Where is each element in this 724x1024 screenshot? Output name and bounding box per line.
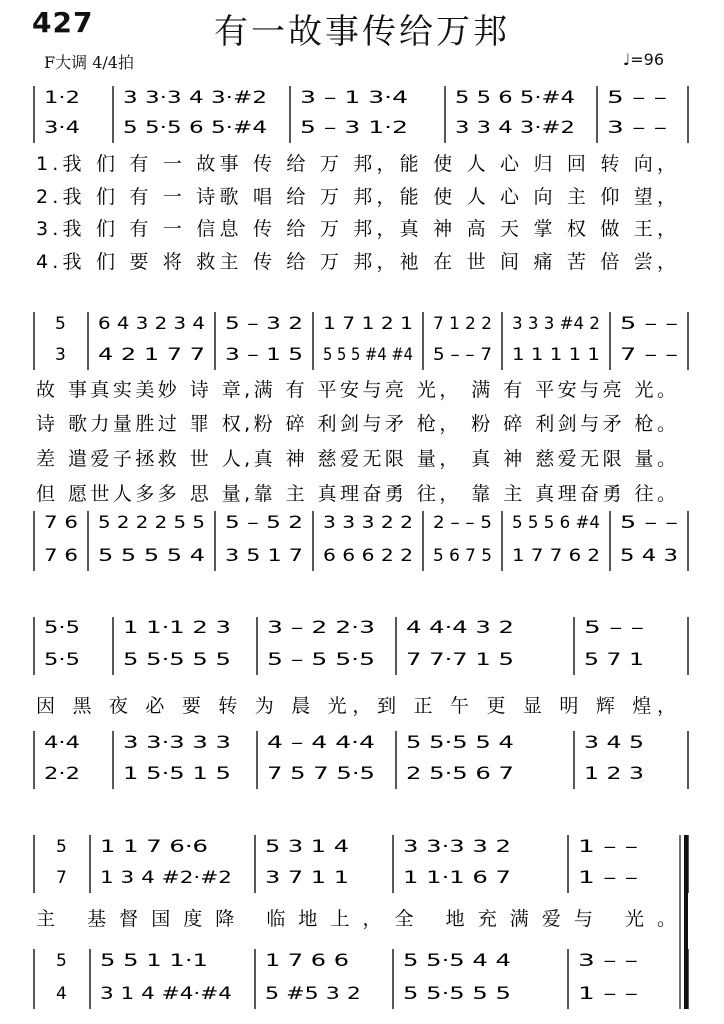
measure-notes: 5 4 3	[620, 546, 678, 566]
final-barline-thick	[684, 835, 688, 1009]
measure-notes: 3 – –	[578, 951, 638, 971]
measure-notes: 5 – 3 1·2	[300, 118, 408, 138]
lyric-line: 主 基督国度降 临地上，全 地充满爱与 光。	[36, 908, 676, 930]
measure-notes: 7 5 7 5·5	[267, 764, 375, 784]
measure-notes: 5·5	[44, 650, 80, 670]
measure-notes: 7 6	[44, 513, 78, 533]
measure-notes: 3	[55, 345, 66, 365]
lyric-line: 诗 歌力量胜过 罪 权,粉 碎 利剑与矛 枪， 粉 碎 利剑与矛 枪。	[36, 413, 677, 435]
measure-notes: 7 1 2 2	[433, 314, 492, 334]
measure-notes: 6 4 3 2 3 4	[98, 314, 205, 334]
key-time-signature: F大调 4/4拍	[44, 53, 134, 72]
measure-notes: 5 2 2 2 5 5	[98, 513, 205, 533]
measure-notes: 1 1·1 6 7	[403, 868, 511, 888]
measure-notes: 5 5·5 5 5	[403, 984, 511, 1004]
measure-notes: 7 7·7 1 5	[406, 650, 514, 670]
measure-notes: 3·4	[44, 118, 80, 138]
measure-notes: 5 – –	[620, 513, 678, 533]
measure-notes: 4	[56, 984, 67, 1004]
measure-notes: 3 4 5	[584, 733, 644, 753]
measure-notes: 5·5	[44, 618, 80, 638]
measure-notes: 7	[56, 868, 67, 888]
measure-notes: 3 – 1 5	[225, 345, 303, 365]
measure-notes: 5 – 5 5·5	[267, 650, 375, 670]
measure-notes: 5	[56, 951, 67, 971]
tempo-value: =96	[630, 50, 664, 69]
measure-notes: 3 3·3 3 2	[403, 837, 511, 857]
measure-notes: 1 – –	[578, 984, 638, 1004]
measure-notes: 4 – 4 4·4	[267, 733, 375, 753]
lyric-line: 但 愿世人多多 思 量,靠 主 真理奋勇 往， 靠 主 真理奋勇 往。	[36, 483, 677, 505]
measure-notes: 3 1 4 #4·#4	[100, 984, 232, 1004]
measure-notes: 1 7 6 6	[265, 951, 349, 971]
lyric-line: 1.我 们 有 一 故事 传 给 万 邦，能 使 人 心 归 回 转 向，	[36, 153, 676, 175]
measure-notes: 5 3 1 4	[265, 837, 349, 857]
measure-notes: 1 7 7 6 2	[512, 546, 600, 566]
measure-notes: 1 5·5 1 5	[123, 764, 231, 784]
hymn-title: 有一故事传给万邦	[214, 12, 510, 52]
measure-notes: 3 7 1 1	[265, 868, 349, 888]
measure-notes: 5 – –	[620, 314, 678, 334]
measure-notes: 3 3 3 2 2	[323, 513, 413, 533]
measure-notes: 3 – –	[607, 118, 667, 138]
measure-notes: 3 – 2 2·3	[267, 618, 375, 638]
measure-notes: 1 3 4 #2·#2	[100, 868, 232, 888]
measure-notes: 2 5·5 6 7	[406, 764, 514, 784]
measure-notes: 1 2 3	[584, 764, 644, 784]
measure-notes: 7 – –	[620, 345, 678, 365]
lyric-line: 4.我 们 要 将 救主 传 给 万 邦，祂 在 世 间 痛 苦 倍 尝，	[36, 251, 676, 273]
measure-notes: 4 4·4 3 2	[406, 618, 514, 638]
measure-notes: 1 – –	[578, 868, 638, 888]
measure-notes: 1 – –	[578, 837, 638, 857]
measure-notes: 3 3·3 3 3	[123, 733, 231, 753]
quarter-note-icon: ♩	[622, 50, 631, 69]
measure-notes: 5 6 7 5	[433, 546, 492, 566]
measure-notes: 5	[55, 314, 66, 334]
measure-notes: 5 5 5 6 #4	[512, 513, 600, 533]
measure-notes: 5 5·5 5 4	[406, 733, 514, 753]
measure-notes: 5	[56, 837, 67, 857]
measure-notes: 1 1 7 6·6	[100, 837, 208, 857]
measure-notes: 3 5 1 7	[225, 546, 303, 566]
measure-notes: 5 5·5 5 5	[123, 650, 231, 670]
measure-notes: 3 3·3 4 3·#2	[123, 88, 267, 108]
measure-notes: 5 – –	[584, 618, 644, 638]
measure-notes: 6 6 6 2 2	[323, 546, 413, 566]
measure-notes: 4·4	[44, 733, 80, 753]
measure-notes: 1 7 1 2 1	[323, 314, 413, 334]
measure-notes: 5 – 3 2	[225, 314, 303, 334]
measure-notes: 5 – – 7	[433, 345, 492, 365]
measure-notes: 7 6	[44, 546, 78, 566]
measure-notes: 5 5 6 5·#4	[455, 88, 575, 108]
measure-notes: 5 5 5 #4 #4	[323, 345, 413, 365]
lyric-line: 差 遣爱子拯救 世 人,真 神 慈爱无限 量， 真 神 慈爱无限 量。	[36, 448, 677, 470]
lyric-line: 3.我 们 有 一 信息 传 给 万 邦，真 神 高 天 掌 权 做 王，	[36, 218, 676, 240]
measure-notes: 3 3 4 3·#2	[455, 118, 575, 138]
measure-notes: 5 – 5 2	[225, 513, 303, 533]
measure-notes: 2 – – 5	[433, 513, 492, 533]
measure-notes: 5 5 1 1·1	[100, 951, 208, 971]
lyric-line: 因 黑 夜 必 要 转 为 晨 光，到 正 午 更 显 明 辉 煌，	[36, 695, 676, 717]
measure-notes: 4 2 1 7 7	[98, 345, 205, 365]
measure-notes: 5 #5 3 2	[265, 984, 361, 1004]
measure-notes: 5 5 5 5 4	[98, 546, 205, 566]
measure-notes: 1 1·1 2 3	[123, 618, 231, 638]
measure-notes: 5 – –	[607, 88, 667, 108]
lyric-line: 2.我 们 有 一 诗歌 唱 给 万 邦，能 使 人 心 向 主 仰 望，	[36, 186, 676, 208]
measure-notes: 5 7 1	[584, 650, 644, 670]
measure-notes: 3 – 1 3·4	[300, 88, 408, 108]
measure-notes: 5 5·5 4 4	[403, 951, 511, 971]
measure-notes: 5 5·5 6 5·#4	[123, 118, 267, 138]
measure-notes: 2·2	[44, 764, 80, 784]
lyric-line: 故 事真实美妙 诗 章,满 有 平安与亮 光， 满 有 平安与亮 光。	[36, 379, 677, 401]
measure-notes: 3 3 3 #4 2	[512, 314, 600, 334]
hymn-number: 427	[32, 6, 94, 39]
measure-notes: 1 1 1 1 1	[512, 345, 600, 365]
measure-notes: 1·2	[44, 88, 80, 108]
